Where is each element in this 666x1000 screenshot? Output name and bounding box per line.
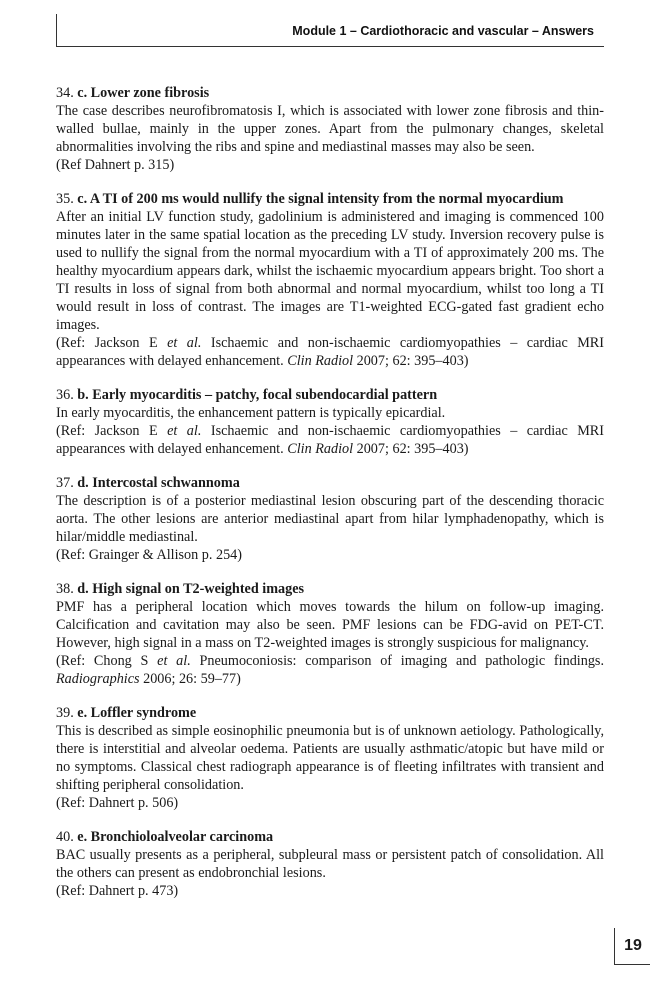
answer-reference: (Ref: Dahnert p. 473) xyxy=(56,883,179,899)
answer-body: In early myocarditis, the enhancement pattern is typically epicardial. xyxy=(56,405,446,421)
answer-reference: (Ref: Dahnert p. 506) xyxy=(56,795,179,811)
page-number-rule xyxy=(614,964,650,965)
ref-post: 2006; 26: 59–77) xyxy=(139,671,241,687)
answer-34 xyxy=(56,84,604,174)
answer-choice: c. A TI of 200 ms would nullify the signal intensity from the normal myocardium xyxy=(77,191,564,207)
page-number: 19 xyxy=(614,928,651,964)
answer-body: BAC usually presents as a peripheral, subpleural mass or persistent patch of consolidation. All the others can present as endobronchial lesions. xyxy=(56,847,604,881)
answer-38 xyxy=(56,580,604,688)
ref-etal: et al. xyxy=(167,423,202,439)
ref-journal: Clin Radiol xyxy=(287,441,354,457)
running-header: Module 1 – Cardiothoracic and vascular – Answers xyxy=(292,24,594,38)
answer-number: 35. xyxy=(56,191,74,207)
answer-choice: c. Lower zone fibrosis xyxy=(77,85,210,101)
answer-reference xyxy=(56,334,604,370)
answer-choice: d. High signal on T2-weighted images xyxy=(77,581,305,597)
answer-number: 38. xyxy=(56,581,74,597)
ref-post: 2007; 62: 395–403) xyxy=(353,441,469,457)
answer-title xyxy=(56,828,604,846)
ref-etal: et al. xyxy=(167,335,202,351)
answer-number: 34. xyxy=(56,85,74,101)
answer-reference xyxy=(56,422,604,458)
ref-journal: Clin Radiol xyxy=(287,353,354,369)
answer-body: After an initial LV function study, gadolinium is administered and imaging is commenced 100 minutes later in the same spatial location as the preceding LV study. Inversion recovery pulse is used to nullify the signal from the normal myocardium with a TI of approximately 200 ms. The healthy myocardium appears dark, whilst the ischaemic myocardium appears bright. Too short a TI results in loss of signal from both abnormal and normal myocardium, whilst too long a TI would result in loss of contrast. The images are T1-weighted ECG-gated fast gradient echo images. xyxy=(56,209,604,333)
answer-40 xyxy=(56,828,604,900)
answer-body: PMF has a peripheral location which moves towards the hilum on follow-up imaging. Calcification and cavitation may also be seen. PMF lesions can be FDG-avid on PET-CT. However, high signal in a mass on T2-weighted images is strongly suspicious for malignancy. xyxy=(56,599,604,651)
ref-mid: Pneumoconiosis: comparison of imaging and pathologic findings. xyxy=(190,653,604,669)
answer-title xyxy=(56,580,604,598)
answer-reference xyxy=(56,652,604,688)
answer-reference: (Ref: Grainger & Allison p. 254) xyxy=(56,547,242,563)
answer-choice: e. Loffler syndrome xyxy=(77,705,197,721)
answer-37 xyxy=(56,474,604,564)
answer-title xyxy=(56,84,604,102)
answer-title xyxy=(56,386,604,404)
answer-body: The case describes neurofibromatosis I, which is associated with lower zone fibrosis and thin-walled bullae, mainly in the upper zones. Apart from the pulmonary changes, skeletal abnormalities involving the ribs and spine and mediastinal masses may also be seen. xyxy=(56,103,604,155)
answer-body: This is described as simple eosinophilic pneumonia but is of unknown aetiology. Pathologically, there is interstitial and alveolar oedema. Patients are usually asthmatic/atopic but have mild or no symptoms. Classical chest radiograph appearance is of fleeting infiltrates with transient and shifting peripheral consolidation. xyxy=(56,723,604,793)
answer-number: 40. xyxy=(56,829,74,845)
ref-post: 2007; 62: 395–403) xyxy=(353,353,469,369)
ref-pre: (Ref: Jackson E xyxy=(56,423,168,439)
answer-title xyxy=(56,474,604,492)
answer-choice: d. Intercostal schwannoma xyxy=(77,475,240,491)
answer-choice: b. Early myocarditis – patchy, focal subendocardial pattern xyxy=(77,387,438,403)
header-rule-horizontal xyxy=(56,46,604,47)
answer-body: The description is of a posterior mediastinal lesion obscuring part of the descending thoracic aorta. The other lesions are anterior mediastinal apart from hilar lymphadenopathy, which is hilar/middle mediastinal. xyxy=(56,493,604,545)
answer-title xyxy=(56,704,604,722)
answer-39 xyxy=(56,704,604,812)
answer-number: 39. xyxy=(56,705,74,721)
ref-journal: Radiographics xyxy=(56,671,140,687)
answer-number: 36. xyxy=(56,387,74,403)
ref-etal: et al. xyxy=(157,653,191,669)
ref-mid: Ischaemic and non-ischaemic cardiomyopathies – cardiac MRI appearances with delayed enhancement. xyxy=(56,423,604,457)
answer-36 xyxy=(56,386,604,458)
ref-pre: (Ref: Chong S xyxy=(56,653,158,669)
answer-choice: e. Bronchioloalveolar carcinoma xyxy=(77,829,274,845)
ref-mid: Ischaemic and non-ischaemic cardiomyopathies – cardiac MRI appearances with delayed enhancement. xyxy=(56,335,604,369)
header-rule-vertical xyxy=(56,14,57,46)
answers-content xyxy=(56,84,604,916)
answer-title xyxy=(56,190,604,208)
answer-number: 37. xyxy=(56,475,74,491)
answer-reference: (Ref Dahnert p. 315) xyxy=(56,157,175,173)
ref-pre: (Ref: Jackson E xyxy=(56,335,168,351)
answer-35 xyxy=(56,190,604,370)
